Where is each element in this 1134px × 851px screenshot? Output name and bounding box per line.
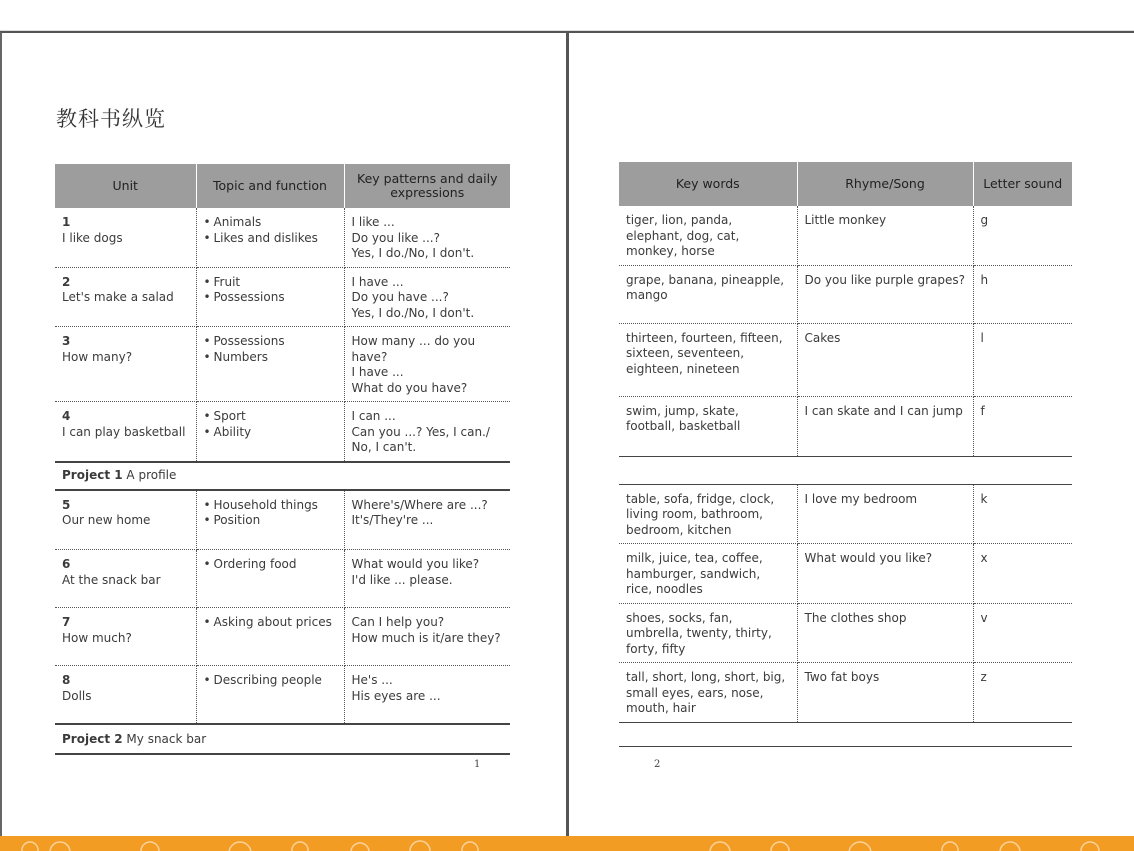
key-words-cell: shoes, socks, fan, umbrella, twenty, thirty, forty, fifty [619, 603, 797, 663]
pattern-line: Do you have ...? [351, 290, 449, 304]
spacer-row [619, 456, 1072, 484]
topic-list [204, 275, 337, 306]
page-divider [566, 32, 569, 838]
pattern-line: What would you like? [351, 557, 480, 571]
header-key-words: Key words [619, 162, 797, 206]
header-rhyme-song: Rhyme/Song [797, 162, 973, 206]
unit-number: 3 [62, 334, 71, 348]
pattern-line: How many ... do you have? [351, 334, 476, 364]
pattern-line: Where's/Where are ...? [351, 497, 488, 512]
unit-number: 7 [62, 615, 71, 629]
right-overview-table [619, 162, 1072, 723]
topic-list [204, 673, 337, 689]
pattern-line: His eyes are ... [351, 688, 441, 703]
key-words-cell: grape, banana, pineapple, mango [619, 265, 797, 323]
right-table-end-rule [619, 746, 1072, 747]
rhyme-song-cell: I can skate and I can jump [797, 396, 973, 456]
pattern-line: Can you ...? Yes, I can./ No, I can't. [351, 424, 490, 454]
pattern-line: How much is it/are they? [351, 630, 501, 645]
rhyme-song-cell: Two fat boys [797, 663, 973, 723]
topic-item: • Numbers [204, 350, 337, 366]
patterns-cell [344, 666, 510, 724]
table-row [619, 323, 1072, 396]
table-row [619, 544, 1072, 604]
header-topic-function: Topic and function [196, 164, 344, 208]
project-row [55, 724, 510, 755]
letter-sound-cell: x [973, 544, 1072, 604]
pattern-line: What do you have? [351, 380, 468, 395]
pattern-line: It's/They're ... [351, 513, 434, 527]
table-row [619, 265, 1072, 323]
spacer-cell [619, 456, 1072, 484]
topic-cell [196, 666, 344, 724]
rhyme-song-cell: Little monkey [797, 206, 973, 265]
topic-list [204, 557, 337, 573]
key-words-cell: swim, jump, skate, football, basketball [619, 396, 797, 456]
letter-sound-cell: k [973, 484, 1072, 544]
table-row [619, 206, 1072, 265]
topic-list [204, 334, 337, 365]
key-words-cell: thirteen, fourteen, fifteen, sixteen, seventeen, eighteen, nineteen [619, 323, 797, 396]
patterns-cell [344, 267, 510, 327]
pattern-line: Do you like ...? [351, 230, 440, 245]
topic-item: • Sport [204, 409, 337, 425]
table-row [619, 484, 1072, 544]
topic-list [204, 215, 337, 246]
topic-list [204, 498, 337, 529]
topic-item: • Household things [204, 498, 337, 514]
project-name: My snack bar [126, 731, 207, 746]
rhyme-song-cell: The clothes shop [797, 603, 973, 663]
pattern-line: I'd like ... please. [351, 572, 453, 587]
pattern-line: He's ... [351, 673, 393, 687]
table-row [55, 608, 510, 666]
header-unit: Unit [55, 164, 196, 208]
table-row [55, 327, 510, 402]
unit-name: Dolls [62, 688, 92, 703]
book-overview-title: 教科书纵览 [56, 107, 166, 131]
swirl-pattern-icon [0, 836, 1134, 851]
pattern-line: Can I help you? [351, 615, 445, 629]
decorative-footer-band [0, 836, 1134, 851]
patterns-cell [344, 208, 510, 267]
key-words-cell: milk, juice, tea, coffee, hamburger, sandwich, rice, noodles [619, 544, 797, 604]
pattern-line: I like ... [351, 215, 395, 229]
unit-number: 4 [62, 409, 71, 423]
top-toolbar [0, 0, 1134, 31]
topic-item: • Position [204, 513, 337, 529]
topic-item: • Likes and dislikes [204, 231, 337, 247]
rhyme-song-cell: Cakes [797, 323, 973, 396]
unit-name: Our new home [62, 513, 151, 527]
unit-number: 2 [62, 274, 71, 289]
topic-cell [196, 208, 344, 267]
letter-sound-cell: f [973, 396, 1072, 456]
topic-item: • Ordering food [204, 557, 337, 573]
unit-cell [55, 327, 196, 402]
project-row [55, 462, 510, 490]
unit-cell [55, 490, 196, 550]
unit-cell [55, 608, 196, 666]
patterns-cell [344, 402, 510, 462]
project-cell [55, 462, 510, 490]
topic-cell [196, 608, 344, 666]
letter-sound-cell: l [973, 323, 1072, 396]
table-row [619, 663, 1072, 723]
unit-number: 5 [62, 497, 71, 512]
key-words-cell: tiger, lion, panda, elephant, dog, cat, monkey, horse [619, 206, 797, 265]
key-words-cell: table, sofa, fridge, clock, living room, bathroom, bedroom, kitchen [619, 484, 797, 544]
unit-name: How many? [62, 349, 133, 364]
topic-item: • Describing people [204, 673, 337, 689]
unit-name: Let's make a salad [62, 290, 174, 304]
patterns-cell [344, 327, 510, 402]
unit-number: 1 [62, 215, 71, 229]
unit-cell [55, 402, 196, 462]
rhyme-song-cell: I love my bedroom [797, 484, 973, 544]
unit-cell [55, 666, 196, 724]
table-row [55, 666, 510, 724]
right-table-body [619, 206, 1072, 722]
pattern-line: Yes, I do./No, I don't. [351, 246, 475, 260]
topic-list [204, 615, 337, 631]
rhyme-song-cell: Do you like purple grapes? [797, 265, 973, 323]
pattern-line: I can ... [351, 409, 396, 423]
topic-cell [196, 327, 344, 402]
table-row [55, 402, 510, 462]
unit-name: How much? [62, 630, 132, 645]
topic-item: • Possessions [204, 334, 337, 350]
header-key-patterns: Key patterns and daily expressions [344, 164, 510, 208]
letter-sound-cell: h [973, 265, 1072, 323]
table-row [619, 396, 1072, 456]
topic-list [204, 409, 337, 440]
topic-item: • Fruit [204, 275, 337, 291]
pattern-line: I have ... [351, 274, 404, 289]
unit-cell [55, 267, 196, 327]
topic-cell [196, 267, 344, 327]
patterns-cell [344, 490, 510, 550]
unit-name: At the snack bar [62, 572, 161, 587]
page-number-right: 2 [654, 759, 661, 770]
key-words-cell: tall, short, long, short, big, small eyes, ears, nose, mouth, hair [619, 663, 797, 723]
letter-sound-cell: z [973, 663, 1072, 723]
topic-cell [196, 490, 344, 550]
letter-sound-cell: v [973, 603, 1072, 663]
project-cell [55, 724, 510, 755]
project-label: Project 2 [62, 731, 123, 746]
unit-cell [55, 208, 196, 267]
unit-number: 6 [62, 557, 71, 571]
table-row [619, 603, 1072, 663]
patterns-cell [344, 550, 510, 608]
project-name: A profile [126, 467, 177, 482]
unit-name: I like dogs [62, 230, 123, 245]
unit-cell [55, 550, 196, 608]
header-letter-sound: Letter sound [973, 162, 1072, 206]
project-label: Project 1 [62, 467, 123, 482]
table-row [55, 267, 510, 327]
letter-sound-cell: g [973, 206, 1072, 265]
table-row [55, 550, 510, 608]
topic-item: • Possessions [204, 290, 337, 306]
topic-item: • Animals [204, 215, 337, 231]
pattern-line: Yes, I do./No, I don't. [351, 305, 475, 320]
unit-number: 8 [62, 673, 71, 687]
topic-cell [196, 402, 344, 462]
page-number-left: 1 [474, 759, 481, 770]
left-table-body [55, 208, 510, 754]
pattern-line: I have ... [351, 365, 404, 379]
rhyme-song-cell: What would you like? [797, 544, 973, 604]
topic-cell [196, 550, 344, 608]
topic-item: • Ability [204, 425, 337, 441]
table-row [55, 208, 510, 267]
unit-name: I can play basketball [62, 424, 186, 439]
topic-item: • Asking about prices [204, 615, 337, 631]
left-overview-table [55, 164, 510, 755]
patterns-cell [344, 608, 510, 666]
table-row [55, 490, 510, 550]
